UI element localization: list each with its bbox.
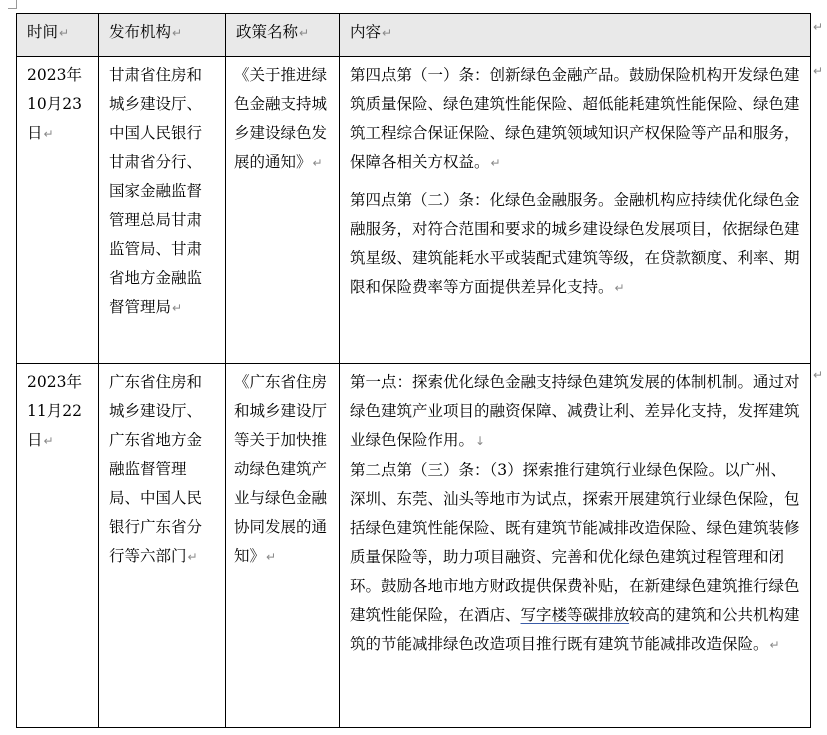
content-paragraph: 第二点第（三）条：（3）探索推行建筑行业绿色保险。以广州、深圳、东莞、汕头等地市为试点，探索开展建筑行业绿色保险，包括绿色建筑性能保险、既有建筑节能减排改造保险、绿色建筑装修质量保险等，助力项目融资、完善和优化绿色建筑过程管理和闭环。鼓励各地市地方财政提供保费补贴，在新建绿色建筑推行绿色建筑性能保险，在酒店、写字楼等碳排放较高的建筑和公共机构建筑的节能减排绿色改造项目推行既有建筑节能减排改造保险。↵ — [350, 461, 800, 653]
table-header-row — [17, 14, 811, 57]
table-row — [17, 364, 811, 728]
cell-date: 2023年11月22日↵ — [17, 364, 99, 728]
content-paragraph: 第一点：探索优化绿色金融支持绿色建筑发展的体制机制。通过对绿色建筑产业项目的融资保障、减费让利、差异化支持，发挥建筑业绿色保险作用。↓ — [350, 373, 800, 449]
policy-table — [16, 13, 811, 728]
cell-date: 2023年10月23日↵ — [17, 57, 99, 364]
header-policy-name: 政策名称↵ — [226, 14, 340, 57]
cell-content — [340, 364, 811, 728]
table-row — [17, 57, 811, 364]
cell-policy-name: 《关于推进绿色金融支持城乡建设绿色发展的通知》↵ — [226, 57, 340, 364]
header-time: 时间↵ — [17, 14, 99, 57]
content-paragraph: 第四点第（一）条：创新绿色金融产品。鼓励保险机构开发绿色建筑质量保险、绿色建筑性能保险、超低能耗建筑性能保险、绿色建筑工程综合保证保险、绿色建筑领域知识产权保险等产品和服务，保障各相关方权益。↵ — [350, 66, 800, 171]
row-end-mark: ↵ — [813, 368, 824, 382]
header-content: 内容↵ — [340, 14, 811, 57]
cell-issuer: 甘肃省住房和城乡建设厅、中国人民银行甘肃省分行、国家金融监督管理总局甘肃监管局、甘肃省地方金融监督管理局↵ — [99, 57, 226, 364]
row-end-mark: ↵ — [813, 20, 824, 34]
cell-content — [340, 57, 811, 364]
cell-issuer: 广东省住房和城乡建设厅、广东省地方金融监督管理局、中国人民银行广东省分行等六部门↵ — [99, 364, 226, 728]
row-end-mark: ↵ — [813, 64, 824, 78]
cell-policy-name: 《广东省住房和城乡建设厅等关于加快推动绿色建筑产业与绿色金融协同发展的通知》↵ — [226, 364, 340, 728]
page-corner-mark — [8, 0, 17, 9]
header-issuer: 发布机构↵ — [99, 14, 226, 57]
content-paragraph: 第四点第（二）条：化绿色金融服务。金融机构应持续优化绿色金融服务，对符合范围和要求的城乡建设绿色发展项目，依据绿色建筑星级、建筑能耗水平或装配式建筑等级，在贷款额度、利率、期限和保险费率等方面提供差异化支持。↵ — [350, 191, 800, 296]
underlined-text: 写字楼等碳排放 — [520, 606, 630, 624]
